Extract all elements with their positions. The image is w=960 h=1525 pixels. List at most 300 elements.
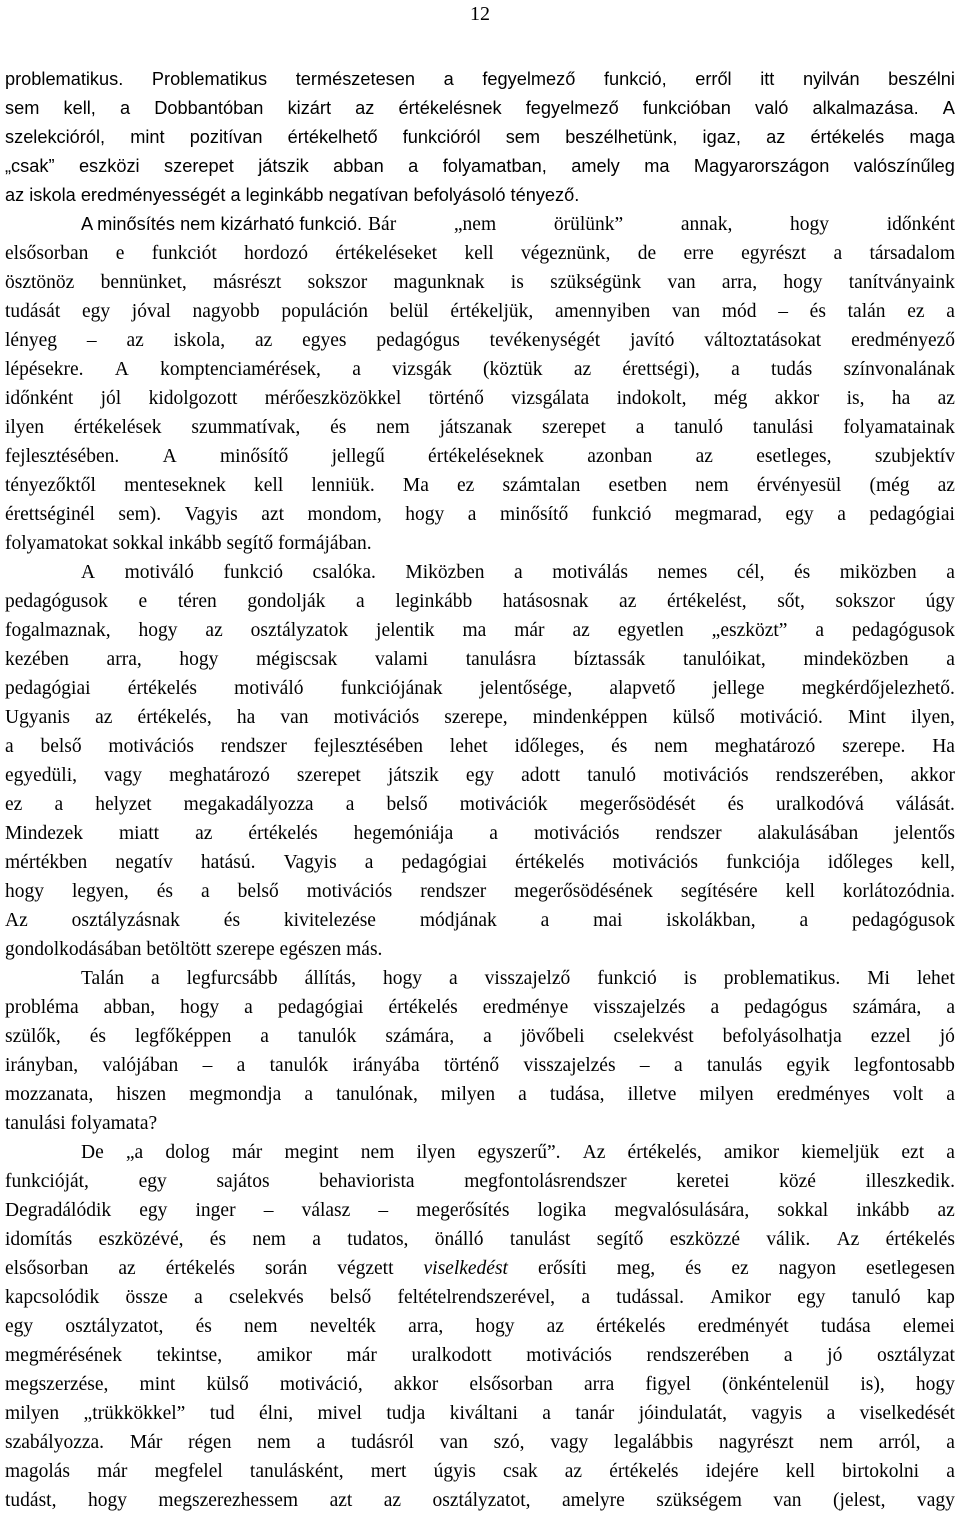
word: hogy	[5, 881, 44, 902]
word: tekintse,	[156, 1345, 223, 1366]
word: értékelés	[388, 997, 458, 1018]
text-line	[5, 674, 955, 703]
word: belső	[237, 881, 279, 902]
word: eszközzé	[669, 1229, 741, 1250]
word: nemes	[657, 562, 708, 583]
word: tudja	[386, 1403, 426, 1424]
word: mindeközben	[803, 649, 909, 670]
word: magolás	[5, 1461, 70, 1482]
text-line	[5, 500, 955, 529]
word: értékeléseket	[335, 243, 438, 264]
word: lépésekre.	[5, 359, 84, 380]
word: Vagyis	[184, 504, 238, 525]
word: tanuló	[674, 417, 723, 438]
word: tényezőktől	[5, 475, 96, 496]
word: valószínűleg	[853, 156, 955, 176]
text-line	[5, 993, 955, 1022]
word: tanulók	[269, 1055, 329, 1076]
word: ma	[644, 156, 670, 176]
word: (még	[869, 475, 910, 496]
word: Magyarországon	[693, 156, 830, 176]
word: szükségünk	[550, 272, 642, 293]
word: az	[205, 620, 223, 641]
word: „eszközt”	[711, 620, 788, 641]
word: belül	[389, 301, 429, 322]
word: külső	[672, 707, 715, 728]
word: motivációk	[459, 794, 548, 815]
word: a	[946, 1432, 955, 1453]
word: a	[826, 1403, 836, 1424]
word: értékelés	[515, 852, 585, 873]
text-line	[5, 1254, 955, 1283]
word: arra,	[106, 649, 142, 670]
word: mai	[593, 910, 623, 931]
word: nem	[695, 475, 729, 496]
word: pedagógusok	[5, 591, 108, 612]
word: a	[799, 910, 809, 931]
text-line	[5, 268, 955, 297]
word: motivációs	[333, 707, 420, 728]
word: nem	[257, 1432, 291, 1453]
word: minősítő	[220, 446, 289, 467]
word: vagyis	[751, 1403, 803, 1424]
word: és	[611, 736, 628, 757]
word: elsősorban	[5, 1258, 89, 1279]
word: színvonalának	[843, 359, 955, 380]
text-line	[5, 703, 955, 732]
word: birtokolni	[842, 1461, 920, 1482]
word: mindenképpen	[532, 707, 648, 728]
word: értékelés,	[627, 1142, 702, 1163]
text-line	[5, 732, 955, 761]
word: az	[546, 1316, 564, 1337]
word: funkció	[591, 504, 652, 525]
word: milyen	[440, 1084, 496, 1105]
text-line	[5, 210, 955, 239]
word: Az	[5, 910, 28, 931]
word: mozzanata,	[5, 1084, 94, 1105]
text-line	[5, 761, 955, 790]
word: belső	[386, 794, 428, 815]
word: értékeléseknek	[428, 446, 544, 467]
text-line	[5, 471, 955, 500]
word: tanulást	[509, 1229, 571, 1250]
word: nem	[360, 1142, 395, 1163]
word: jelentik	[376, 620, 435, 641]
word: milyen	[699, 1084, 754, 1105]
word: azt	[261, 504, 285, 525]
word: meghatározó	[714, 736, 816, 757]
word: ilyen,	[911, 707, 955, 728]
word: maga	[909, 127, 955, 147]
word: a	[449, 968, 458, 989]
word: értékelés	[810, 127, 885, 147]
word: legyen,	[71, 881, 129, 902]
word: az	[572, 620, 590, 641]
word: kiváltani	[449, 1403, 518, 1424]
text-line	[5, 906, 955, 935]
word: azonban	[587, 446, 653, 467]
word: igaz,	[702, 127, 741, 147]
word: fejlesztésében	[313, 736, 423, 757]
text-line	[5, 1399, 955, 1428]
word: osztályzat	[876, 1345, 955, 1366]
word: jellegű	[331, 446, 385, 467]
word: a	[200, 881, 210, 902]
word: legalábbis	[614, 1432, 694, 1453]
word: van	[773, 1490, 802, 1511]
word: eredménye	[482, 997, 569, 1018]
word: állítás,	[304, 968, 357, 989]
text-line	[5, 616, 955, 645]
word: kizárt	[287, 98, 332, 118]
word: nem	[244, 1316, 278, 1337]
word: funkció	[223, 562, 284, 583]
word: nem	[252, 1229, 286, 1250]
word: esetben	[608, 475, 668, 496]
word: kivitelezése	[283, 910, 376, 931]
word: funkcióban	[642, 98, 731, 118]
text-line	[5, 848, 955, 877]
word: bennünket,	[100, 272, 187, 293]
word: motivációs	[306, 881, 393, 902]
word: nagyrészt	[718, 1432, 794, 1453]
word: rendszer	[655, 823, 722, 844]
word: A	[114, 359, 129, 380]
word: figyel	[645, 1374, 691, 1395]
word: kell,	[920, 852, 955, 873]
word: az	[195, 823, 213, 844]
word: belső	[40, 736, 82, 757]
word: amely	[571, 156, 620, 176]
word: és	[89, 1026, 106, 1047]
word: A	[942, 98, 955, 118]
word: ez	[5, 794, 23, 815]
word: irányába	[352, 1055, 420, 1076]
word: pedagógiai	[869, 504, 955, 525]
word: volt	[892, 1084, 924, 1105]
word: mint	[139, 1374, 176, 1395]
word: hegemóniája	[353, 823, 454, 844]
word: hogy	[783, 272, 823, 293]
word: bíztassák	[573, 649, 646, 670]
word: illeszkedik.	[865, 1171, 955, 1192]
word: egyrészt	[741, 243, 807, 264]
word: a	[946, 301, 955, 322]
word: egyetlen	[617, 620, 684, 641]
word: motiváció,	[279, 1374, 363, 1395]
text-line	[5, 1486, 955, 1515]
word: egy	[785, 504, 814, 525]
word: a	[244, 997, 253, 1018]
word: tanítványaink	[848, 272, 955, 293]
word: Dobbantóban	[154, 98, 264, 118]
word: a	[783, 1345, 793, 1366]
word: szó,	[493, 1432, 525, 1453]
word: értékelés	[248, 823, 318, 844]
word: és	[209, 1229, 227, 1250]
word: megszerzése,	[5, 1374, 109, 1395]
word: van	[671, 301, 701, 322]
word: funkciója	[726, 852, 800, 873]
word: behaviorista	[319, 1171, 415, 1192]
word: A	[81, 562, 96, 583]
word: nagyobb	[192, 301, 260, 322]
text-line	[5, 1283, 955, 1312]
word: megerősödését	[579, 794, 696, 815]
word: megfontolásrendszer	[464, 1171, 627, 1192]
word: funkció	[597, 968, 657, 989]
word: lehet	[449, 736, 488, 757]
word: akkor	[393, 1374, 439, 1395]
word: osztályzásnak	[71, 910, 180, 931]
word: ha	[236, 707, 256, 728]
word: Már	[129, 1432, 163, 1453]
word: játszanak	[439, 417, 513, 438]
word: cél,	[736, 562, 765, 583]
word: kell	[254, 475, 284, 496]
word: belső	[330, 1287, 372, 1308]
text-line	[5, 355, 955, 384]
word: sőt,	[777, 591, 805, 612]
text-line	[5, 1428, 955, 1457]
word: már	[97, 1461, 128, 1482]
word: jóindulatát,	[638, 1403, 727, 1424]
word: az	[383, 1490, 402, 1511]
word: beszélhetünk,	[565, 127, 678, 147]
word: csalóka.	[312, 562, 376, 583]
word: tudásról	[351, 1432, 414, 1453]
word: Az	[836, 1229, 860, 1250]
word: tanulásként,	[249, 1461, 344, 1482]
word: osztályzatok	[250, 620, 349, 641]
word: vagy	[550, 1432, 589, 1453]
word: értékelés	[609, 1461, 679, 1482]
word: a	[815, 620, 825, 641]
word: változtatásokat	[704, 330, 822, 351]
word: ma	[462, 620, 487, 641]
word: ösztönöz	[5, 272, 75, 293]
word: tud	[209, 1403, 235, 1424]
text-line	[5, 1312, 955, 1341]
word: valami	[374, 649, 429, 670]
word: időnként	[5, 388, 74, 409]
line-continuation: Bár „nem örülünk” annak, hogy időnként	[368, 214, 955, 235]
word: az	[695, 446, 713, 467]
word: esetleges,	[756, 446, 832, 467]
word: régen	[188, 1432, 232, 1453]
word: értékelések	[73, 417, 162, 438]
word: nevelték	[309, 1316, 376, 1337]
word: válását.	[895, 794, 955, 815]
word: és	[809, 301, 826, 322]
word: –	[378, 1200, 389, 1221]
word: mondom,	[307, 504, 382, 525]
word: funkciójának	[340, 678, 443, 699]
word: a	[364, 852, 374, 873]
word: hogy	[138, 620, 178, 641]
word: amikor	[723, 1142, 780, 1163]
word: már	[231, 1142, 263, 1163]
word: visszajelző	[484, 968, 571, 989]
word: az	[937, 1200, 955, 1221]
word: a	[946, 649, 955, 670]
text-line	[5, 587, 955, 616]
word: a	[489, 823, 498, 844]
word: helyzet	[95, 794, 152, 815]
word: segítő	[596, 1229, 644, 1250]
text-line	[5, 877, 955, 906]
word: feltételrendszerével,	[397, 1287, 556, 1308]
word: is	[510, 272, 524, 293]
word: megkérdőjelezhető.	[801, 678, 955, 699]
word: arról,	[878, 1432, 921, 1453]
word: iskolákban,	[666, 910, 756, 931]
word: „a	[125, 1142, 144, 1163]
word: jó	[939, 1026, 955, 1047]
word: megerősítés	[416, 1200, 510, 1221]
text-line	[5, 297, 955, 326]
word: kell	[785, 881, 815, 902]
word: módjának	[419, 910, 497, 931]
word: ez	[457, 475, 475, 496]
word: tanulóikat,	[682, 649, 766, 670]
word: kiemeljük	[801, 1142, 880, 1163]
word: motivációs	[108, 736, 194, 757]
word: az	[126, 330, 144, 351]
word: értékelés,	[137, 707, 212, 728]
word: lenniük.	[311, 475, 375, 496]
word: és	[685, 1258, 702, 1279]
word: ilyen	[5, 417, 44, 438]
word: fejlesztésében.	[5, 446, 120, 467]
word: az	[95, 707, 113, 728]
word: jól	[100, 388, 122, 409]
word: probléma	[5, 997, 79, 1018]
word: meg,	[616, 1258, 656, 1279]
word: válasz	[301, 1200, 351, 1221]
word: a	[345, 794, 355, 815]
text-line	[5, 819, 955, 848]
word: nem	[376, 417, 410, 438]
word: tudása,	[549, 1084, 605, 1105]
word: minősítő	[499, 504, 569, 525]
word: van	[439, 1432, 468, 1453]
word: úgyis	[433, 1461, 476, 1482]
word: mértékben	[5, 852, 88, 873]
text-line	[5, 326, 955, 355]
word: kidolgozott	[148, 388, 238, 409]
word: motiváló	[234, 678, 304, 699]
text-line	[5, 181, 955, 210]
word: uralkodott	[411, 1345, 492, 1366]
word: van	[280, 707, 309, 728]
word: korlátozódnia.	[842, 881, 955, 902]
word: egyszerű”.	[477, 1142, 561, 1163]
word: a	[483, 1026, 492, 1047]
word: történő	[443, 1055, 500, 1076]
word: ezzel	[870, 1026, 911, 1047]
word: nyilván	[802, 69, 860, 89]
word: miközben	[839, 562, 917, 583]
word: –	[86, 330, 97, 351]
word: az	[619, 591, 637, 612]
word: menteseknek	[124, 475, 226, 496]
word: a	[581, 1287, 590, 1308]
text-line	[5, 384, 955, 413]
word: motiváció.	[740, 707, 823, 728]
word: viselkedést	[423, 1258, 508, 1279]
text-line	[5, 1080, 955, 1109]
word: rendszerében,	[775, 765, 884, 786]
word: Mindezek	[5, 823, 83, 844]
word: Mint	[847, 707, 886, 728]
word: jelentősége,	[479, 678, 573, 699]
text-line	[5, 442, 955, 471]
word: eredményes	[776, 1084, 870, 1105]
word: tanulónak,	[336, 1084, 418, 1105]
word: keretei	[676, 1171, 730, 1192]
word: kell	[464, 243, 494, 264]
word: tevékenységét	[489, 330, 601, 351]
word: pedagógus	[744, 997, 828, 1018]
word: megmarad,	[674, 504, 763, 525]
word: alakulásában	[757, 823, 859, 844]
word: „trükkökkel”	[83, 1403, 186, 1424]
word: eredményező	[851, 330, 955, 351]
word: alkalmazása.	[812, 98, 919, 118]
word: időleges,	[514, 736, 585, 757]
word: megmondja	[189, 1084, 282, 1105]
word: egy	[5, 1316, 34, 1337]
word: elsősorban	[469, 1374, 553, 1395]
word: a	[946, 1461, 955, 1482]
word: érvényesül	[756, 475, 842, 496]
word: már	[346, 1345, 377, 1366]
word: szerepe.	[842, 736, 906, 757]
word: élni,	[259, 1403, 294, 1424]
word: hatású.	[200, 852, 256, 873]
word: funkcióról	[402, 127, 481, 147]
word: tudása	[820, 1316, 871, 1337]
word: a	[304, 1084, 313, 1105]
word: megfelel	[154, 1461, 223, 1482]
word: értékeljük,	[450, 301, 534, 322]
word: erősíti	[537, 1258, 587, 1279]
word: a	[946, 1084, 955, 1105]
word: válik.	[766, 1229, 811, 1250]
text-line	[5, 558, 955, 587]
word: kapcsolódik	[5, 1287, 100, 1308]
word: tanár	[575, 1403, 615, 1424]
word: inkább	[856, 1200, 910, 1221]
word: nagyon	[778, 1258, 837, 1279]
word: számára,	[385, 1026, 455, 1047]
word: tanulási	[752, 417, 814, 438]
word: és	[330, 417, 347, 438]
word: eredményét	[697, 1316, 789, 1337]
word: hogy	[87, 1490, 127, 1511]
word: az	[573, 359, 592, 380]
word: vagy	[104, 765, 143, 786]
word: értékelés	[885, 1229, 955, 1250]
word: rendszer	[220, 736, 287, 757]
word: végeznünk,	[521, 243, 611, 264]
word: visszajelzés	[523, 1055, 616, 1076]
text-line	[5, 1341, 955, 1370]
word: talán	[847, 301, 886, 322]
word: a	[260, 1026, 269, 1047]
